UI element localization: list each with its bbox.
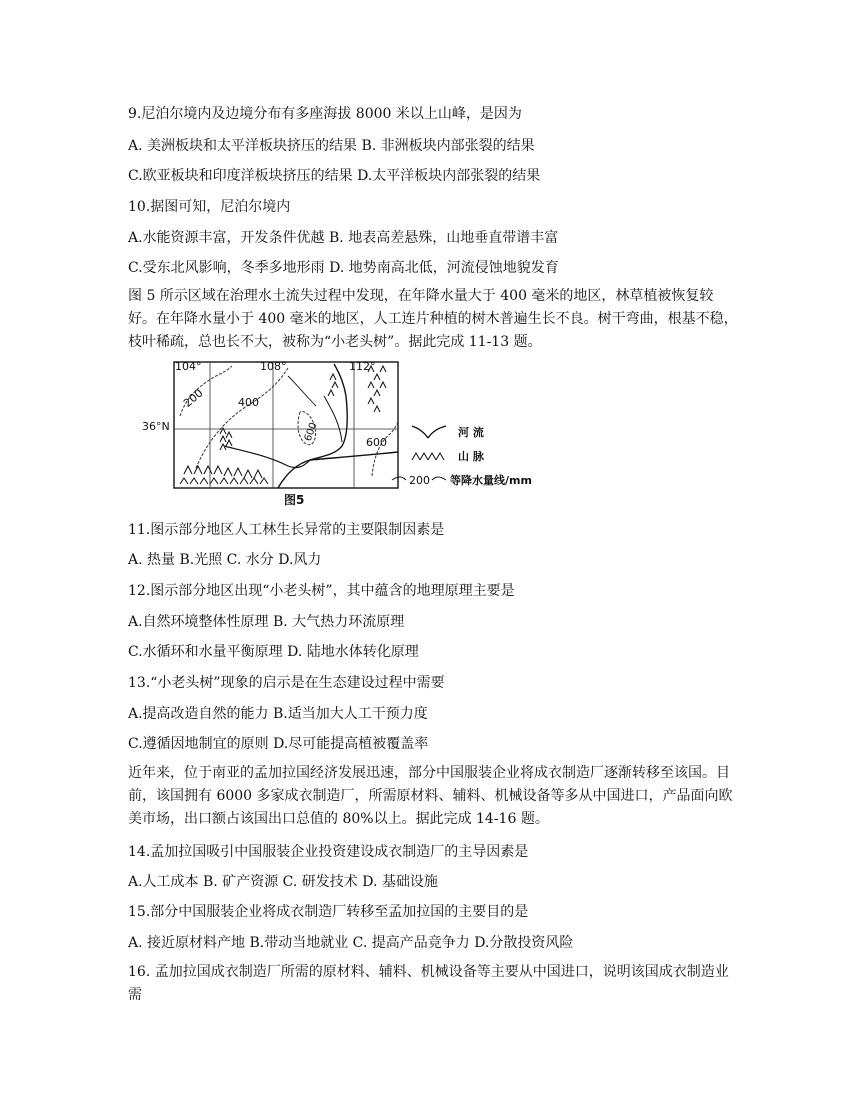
q10-stem: 10.据图可知，尼泊尔境内 — [128, 199, 291, 215]
river-west-tributary — [224, 446, 310, 468]
lat-label-36n: 36°N — [142, 420, 170, 433]
lon-label-112: 112° — [349, 360, 376, 373]
figure-5-svg — [128, 356, 552, 508]
q13-stem: 13.“小老头树”现象的启示是在生态建设过程中需要 — [128, 675, 445, 691]
mountain-range-south — [180, 466, 268, 484]
q13-options-cd: C.遵循因地制宜的原则 D.尽可能提高植被覆盖率 — [128, 736, 429, 752]
q9-options-ab: A. 美洲板块和太平洋板块挤压的结果 B. 非洲板块内部张裂的结果 — [128, 138, 535, 154]
figure-5-caption: 图5 — [284, 493, 305, 507]
q12-stem: 12.图示部分地区出现“小老头树”，其中蕴含的地理原理主要是 — [128, 583, 515, 599]
q11-options: A. 热量 B.光照 C. 水分 D.风力 — [128, 552, 322, 568]
q15-options: A. 接近原材料产地 B.带动当地就业 C. 提高产品竞争力 D.分散投资风险 — [128, 935, 574, 951]
q14-options: A.人工成本 B. 矿产资源 C. 研发技术 D. 基础设施 — [128, 874, 438, 890]
legend-mountain-symbol — [412, 453, 444, 460]
q13-options-ab: A.提高改造自然的能力 B.适当加大人工干预力度 — [128, 706, 428, 722]
passage-11-13: 图 5 所示区域在治理水土流失过程中发现，在年降水量大于 400 毫米的地区，林草植被恢复较好。在年降水量小于 400 毫米的地区，人工连片种植的树木普遍生长不良。树干弯曲，根基不稳，枝叶稀疏，总也长不大，被称为“小老头树”。据此完成 11-13 题。 — [128, 288, 738, 350]
q11-stem: 11.图示部分地区人工林生长异常的主要限制因素是 — [128, 522, 445, 538]
q9-stem: 9.尼泊尔境内及边境分布有多座海拔 8000 米以上山峰，是因为 — [128, 106, 522, 122]
q15-stem: 15.部分中国服装企业将成衣制造厂转移至孟加拉国的主要目的是 — [128, 904, 529, 920]
isohyet-label-200: 200 — [181, 386, 206, 410]
river-nw-tributary — [288, 376, 316, 406]
isohyet-label-600-east: 600 — [366, 436, 387, 449]
q9-options-cd: C.欧亚板块和印度洋板块挤压的结果 D.太平洋板块内部张裂的结果 — [128, 168, 541, 184]
legend-river-symbol — [412, 426, 446, 438]
legend-isohyet-symbol-left — [392, 477, 406, 480]
legend-river-label: 河 流 — [458, 426, 484, 439]
q14-stem: 14.孟加拉国吸引中国服装企业投资建设成衣制造厂的主导因素是 — [128, 844, 529, 860]
figure-5-map — [128, 356, 552, 508]
legend-isohyet-value: 200 — [409, 474, 430, 487]
passage-14-16: 近年来，位于南亚的孟加拉国经济发展迅速，部分中国服装企业将成衣制造厂逐渐转移至该国。目前，该国拥有 6000 多家成衣制造厂，所需原材料、辅料、机械设备等多从中国进口，产品面向欧美市场，出口额占该国出口总值的 80%以上。据此完成 14-16 题。 — [128, 765, 733, 827]
lon-label-104: 104° — [175, 360, 202, 373]
q10-options-cd: C.受东北风影响，冬季多地形雨 D. 地势南高北低，河流侵蚀地貌发育 — [128, 260, 559, 276]
river-north-tributary — [324, 396, 342, 442]
isohyet-600-east-line — [372, 422, 398, 476]
legend-isohyet-symbol-right — [432, 477, 446, 480]
q16-stem: 16. 孟加拉国成衣制造厂所需的原材料、辅料、机械设备等主要从中国进口，说明该国成衣制造业需 — [128, 964, 729, 1003]
legend-mountain-label: 山 脉 — [458, 450, 484, 463]
q10-options-ab: A.水能资源丰富，开发条件优越 B. 地表高差悬殊，山地垂直带谱丰富 — [128, 230, 559, 246]
q12-options-cd: C.水循环和水量平衡原理 D. 陆地水体转化原理 — [128, 644, 419, 660]
q12-options-ab: A.自然环境整体性原理 B. 大气热力环流原理 — [128, 614, 405, 630]
isohyet-label-400: 400 — [238, 396, 259, 409]
isohyet-label-600-inner: 600 — [302, 421, 320, 443]
legend-isohyet-label: 等降水量线/mm — [450, 474, 532, 487]
mountain-range-luliang — [328, 374, 338, 396]
lon-label-108: 108° — [260, 360, 287, 373]
